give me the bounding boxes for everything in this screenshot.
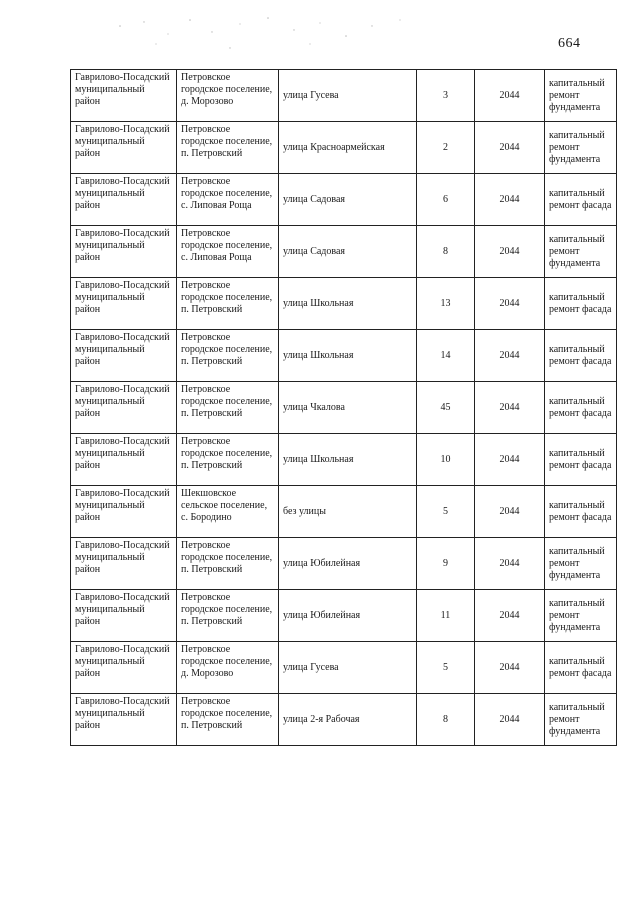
work-type-cell: капитальный ремонт фундамента: [545, 122, 617, 174]
settlement-cell: Петровское городское поселение, п. Петровский: [177, 122, 279, 174]
settlement-cell: Петровское городское поселение, п. Петровский: [177, 330, 279, 382]
table-row: [71, 434, 617, 486]
house-number-cell: 2: [417, 122, 475, 174]
year-cell: 2044: [475, 174, 545, 226]
settlement-cell: Петровское городское поселение, п. Петровский: [177, 590, 279, 642]
table-row: [71, 70, 617, 122]
work-type-cell: капитальный ремонт фасада: [545, 434, 617, 486]
district-cell: Гаврилово-Посадский муниципальный район: [71, 642, 177, 694]
table-row: [71, 330, 617, 382]
house-number-cell: 6: [417, 174, 475, 226]
district-cell: Гаврилово-Посадский муниципальный район: [71, 538, 177, 590]
district-cell: Гаврилово-Посадский муниципальный район: [71, 330, 177, 382]
table-row: [71, 642, 617, 694]
table-row: [71, 174, 617, 226]
year-cell: 2044: [475, 330, 545, 382]
settlement-cell: Петровское городское поселение, п. Петровский: [177, 538, 279, 590]
district-cell: Гаврилово-Посадский муниципальный район: [71, 278, 177, 330]
street-cell: улица Чкалова: [279, 382, 417, 434]
work-type-cell: капитальный ремонт фундамента: [545, 226, 617, 278]
scan-noise-marks: [110, 14, 440, 54]
settlement-cell: Петровское городское поселение, п. Петровский: [177, 382, 279, 434]
work-type-cell: капитальный ремонт фундамента: [545, 590, 617, 642]
house-number-cell: 5: [417, 486, 475, 538]
work-type-cell: капитальный ремонт фундамента: [545, 70, 617, 122]
district-cell: Гаврилово-Посадский муниципальный район: [71, 122, 177, 174]
repair-registry-table: [70, 69, 617, 746]
table-row: [71, 122, 617, 174]
house-number-cell: 9: [417, 538, 475, 590]
district-cell: Гаврилово-Посадский муниципальный район: [71, 434, 177, 486]
house-number-cell: 10: [417, 434, 475, 486]
street-cell: улица 2-я Рабочая: [279, 694, 417, 746]
house-number-cell: 11: [417, 590, 475, 642]
work-type-cell: капитальный ремонт фасада: [545, 382, 617, 434]
table-row: [71, 226, 617, 278]
street-cell: улица Школьная: [279, 278, 417, 330]
year-cell: 2044: [475, 382, 545, 434]
settlement-cell: Петровское городское поселение, с. Липовая Роща: [177, 174, 279, 226]
street-cell: улица Садовая: [279, 174, 417, 226]
year-cell: 2044: [475, 642, 545, 694]
house-number-cell: 13: [417, 278, 475, 330]
house-number-cell: 5: [417, 642, 475, 694]
house-number-cell: 14: [417, 330, 475, 382]
work-type-cell: капитальный ремонт фундамента: [545, 694, 617, 746]
table-row: [71, 694, 617, 746]
year-cell: 2044: [475, 694, 545, 746]
year-cell: 2044: [475, 590, 545, 642]
district-cell: Гаврилово-Посадский муниципальный район: [71, 590, 177, 642]
district-cell: Гаврилово-Посадский муниципальный район: [71, 70, 177, 122]
settlement-cell: Петровское городское поселение, д. Морозово: [177, 70, 279, 122]
street-cell: улица Школьная: [279, 434, 417, 486]
district-cell: Гаврилово-Посадский муниципальный район: [71, 174, 177, 226]
table-row: [71, 538, 617, 590]
year-cell: 2044: [475, 278, 545, 330]
table-row: [71, 278, 617, 330]
table-row: [71, 486, 617, 538]
page-number: 664: [558, 36, 581, 51]
street-cell: улица Юбилейная: [279, 590, 417, 642]
year-cell: 2044: [475, 486, 545, 538]
year-cell: 2044: [475, 226, 545, 278]
year-cell: 2044: [475, 122, 545, 174]
district-cell: Гаврилово-Посадский муниципальный район: [71, 486, 177, 538]
street-cell: улица Юбилейная: [279, 538, 417, 590]
house-number-cell: 45: [417, 382, 475, 434]
street-cell: улица Гусева: [279, 70, 417, 122]
work-type-cell: капитальный ремонт фундамента: [545, 538, 617, 590]
work-type-cell: капитальный ремонт фасада: [545, 278, 617, 330]
work-type-cell: капитальный ремонт фасада: [545, 330, 617, 382]
settlement-cell: Петровское городское поселение, п. Петровский: [177, 694, 279, 746]
street-cell: улица Садовая: [279, 226, 417, 278]
street-cell: улица Школьная: [279, 330, 417, 382]
settlement-cell: Петровское городское поселение, п. Петровский: [177, 434, 279, 486]
district-cell: Гаврилово-Посадский муниципальный район: [71, 382, 177, 434]
street-cell: улица Красноармейская: [279, 122, 417, 174]
year-cell: 2044: [475, 434, 545, 486]
house-number-cell: 8: [417, 694, 475, 746]
work-type-cell: капитальный ремонт фасада: [545, 174, 617, 226]
street-cell: улица Гусева: [279, 642, 417, 694]
district-cell: Гаврилово-Посадский муниципальный район: [71, 226, 177, 278]
work-type-cell: капитальный ремонт фасада: [545, 642, 617, 694]
year-cell: 2044: [475, 538, 545, 590]
settlement-cell: Петровское городское поселение, п. Петровский: [177, 278, 279, 330]
work-type-cell: капитальный ремонт фасада: [545, 486, 617, 538]
year-cell: 2044: [475, 70, 545, 122]
house-number-cell: 8: [417, 226, 475, 278]
house-number-cell: 3: [417, 70, 475, 122]
table-row: [71, 382, 617, 434]
settlement-cell: Шекшовское сельское поселение, с. Бородино: [177, 486, 279, 538]
district-cell: Гаврилово-Посадский муниципальный район: [71, 694, 177, 746]
settlement-cell: Петровское городское поселение, д. Морозово: [177, 642, 279, 694]
street-cell: без улицы: [279, 486, 417, 538]
settlement-cell: Петровское городское поселение, с. Липовая Роща: [177, 226, 279, 278]
table-row: [71, 590, 617, 642]
